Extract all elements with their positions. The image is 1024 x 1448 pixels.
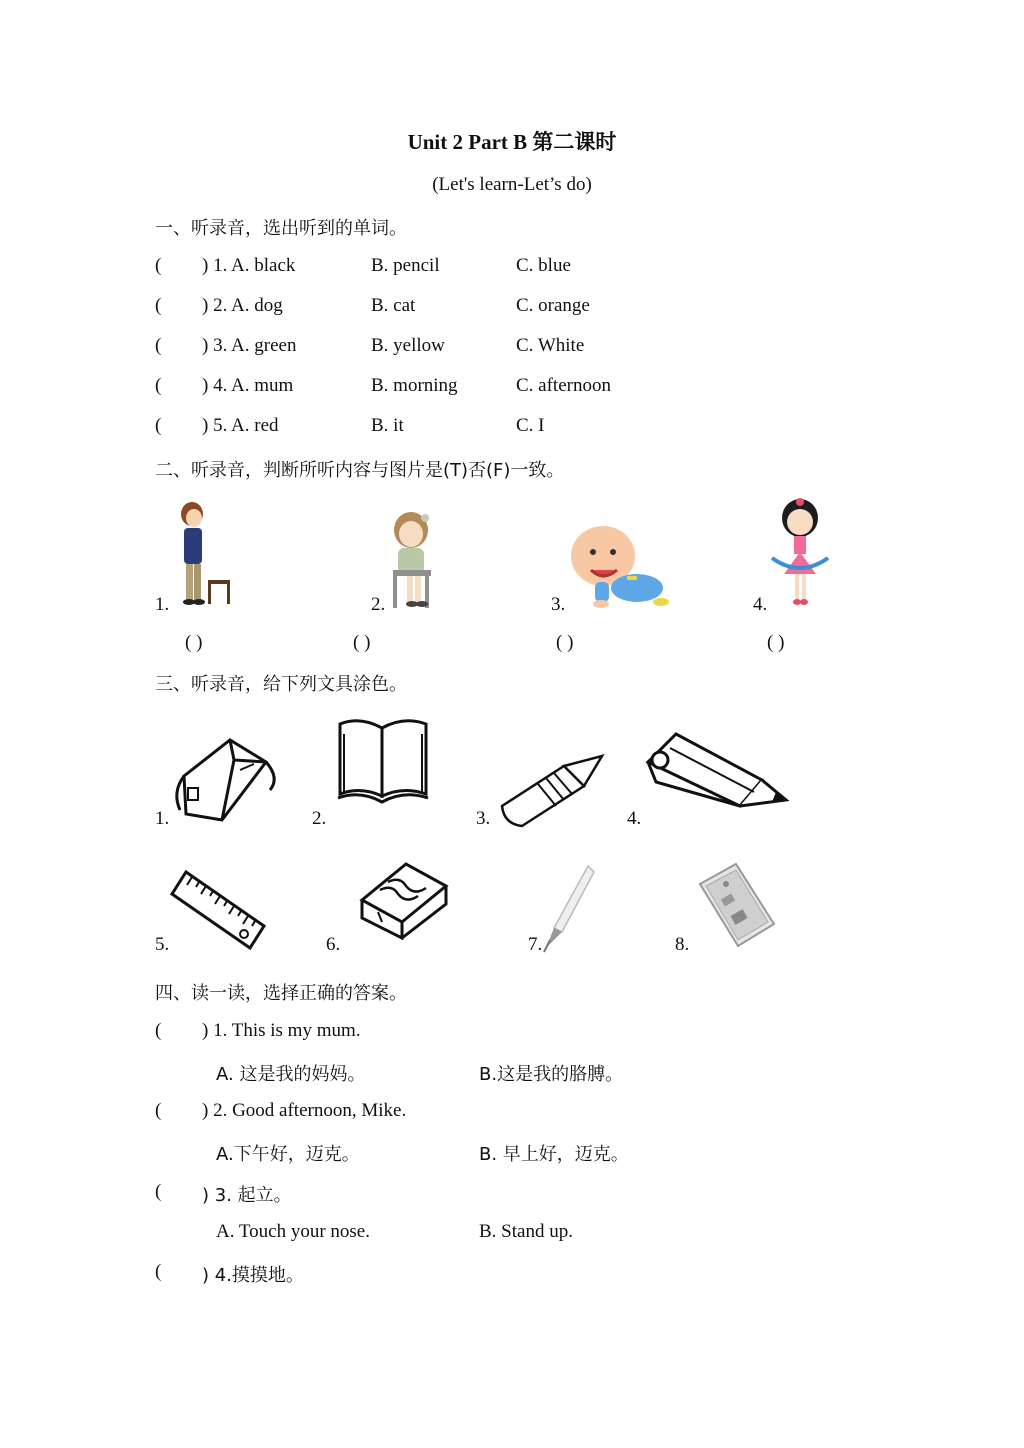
question-option-b: B. morning bbox=[371, 375, 458, 396]
question-option-c: C. blue bbox=[516, 255, 571, 276]
pencil-box-icon bbox=[696, 862, 778, 952]
picture-number: 5. bbox=[155, 934, 170, 955]
question-option-c: C. orange bbox=[516, 295, 590, 316]
answer-blank[interactable]: ( bbox=[155, 415, 162, 436]
picture-number: 2. bbox=[312, 808, 327, 829]
page-title: Unit 2 Part B 第二课时 bbox=[407, 130, 617, 154]
answer-option-b: B. 早上好，迈克。 bbox=[479, 1144, 629, 1165]
question-text: ) 1. This is my mum. bbox=[202, 1020, 361, 1041]
question-text: ) 2. Good afternoon, Mike. bbox=[202, 1100, 407, 1121]
question-option-c: C. afternoon bbox=[516, 375, 611, 396]
question-option-a: ) 5. A. red bbox=[202, 415, 279, 436]
answer-option-a: A.下午好，迈克。 bbox=[216, 1144, 360, 1165]
answer-blank[interactable]: ( ) bbox=[185, 632, 203, 653]
question-option-a: ) 2. A. dog bbox=[202, 295, 283, 316]
picture-number: 2. bbox=[371, 594, 386, 615]
picture-number: 1. bbox=[155, 594, 170, 615]
question-option-b: B. cat bbox=[371, 295, 416, 316]
picture-number: 6. bbox=[326, 934, 341, 955]
answer-blank[interactable]: ( ) bbox=[353, 632, 371, 653]
boy-standing-picture bbox=[170, 498, 240, 610]
answer-blank[interactable]: ( ) bbox=[556, 632, 574, 653]
girl-dancing-picture bbox=[768, 498, 834, 610]
answer-blank[interactable]: ( ) bbox=[767, 632, 785, 653]
question-option-b: B. pencil bbox=[371, 255, 440, 276]
question-text: ) 4.摸摸地。 bbox=[202, 1265, 304, 1286]
answer-blank[interactable]: ( bbox=[155, 1261, 162, 1282]
picture-number: 1. bbox=[155, 808, 170, 829]
answer-blank[interactable]: ( bbox=[155, 1181, 162, 1202]
section3-heading: 三、听录音，给下列文具涂色。 bbox=[155, 674, 407, 695]
section4-heading: 四、读一读，选择正确的答案。 bbox=[155, 983, 407, 1004]
question-option-a: ) 4. A. mum bbox=[202, 375, 294, 396]
pencil-icon bbox=[642, 726, 790, 812]
picture-number: 3. bbox=[476, 808, 491, 829]
question-option-a: ) 3. A. green bbox=[202, 335, 297, 356]
question-text: ) 3. 起立。 bbox=[202, 1185, 292, 1206]
girl-sitting-picture bbox=[385, 510, 441, 612]
question-option-b: B. yellow bbox=[371, 335, 445, 356]
question-option-b: B. it bbox=[371, 415, 404, 436]
question-option-a: ) 1. A. black bbox=[202, 255, 296, 276]
question-option-c: C. White bbox=[516, 335, 585, 356]
answer-blank[interactable]: ( bbox=[155, 295, 162, 316]
pen-icon bbox=[540, 862, 600, 954]
answer-blank[interactable]: ( bbox=[155, 255, 162, 276]
answer-option-b: B.这是我的胳膊。 bbox=[479, 1064, 624, 1085]
bag-icon bbox=[170, 730, 282, 826]
picture-number: 3. bbox=[551, 594, 566, 615]
answer-blank[interactable]: ( bbox=[155, 375, 162, 396]
answer-option-a: A. 这是我的妈妈。 bbox=[216, 1064, 366, 1085]
ruler-icon bbox=[170, 870, 266, 950]
answer-option-a: A. Touch your nose. bbox=[216, 1221, 370, 1242]
answer-blank[interactable]: ( bbox=[155, 1100, 162, 1121]
answer-blank[interactable]: ( bbox=[155, 1020, 162, 1041]
picture-number: 7. bbox=[528, 934, 543, 955]
section2-heading: 二、听录音，判断所听内容与图片是(T)否(F)一致。 bbox=[155, 460, 565, 481]
question-option-c: C. I bbox=[516, 415, 545, 436]
page-subtitle: (Let's learn-Let’s do) bbox=[432, 174, 592, 195]
picture-number: 4. bbox=[753, 594, 768, 615]
answer-option-b: B. Stand up. bbox=[479, 1221, 573, 1242]
book-icon bbox=[334, 714, 432, 804]
eraser-icon bbox=[358, 860, 450, 940]
crayon-icon bbox=[494, 748, 606, 828]
baby-crawling-picture bbox=[565, 516, 675, 612]
picture-number: 8. bbox=[675, 934, 690, 955]
section1-heading: 一、听录音，选出听到的单词。 bbox=[155, 218, 407, 239]
picture-number: 4. bbox=[627, 808, 642, 829]
answer-blank[interactable]: ( bbox=[155, 335, 162, 356]
